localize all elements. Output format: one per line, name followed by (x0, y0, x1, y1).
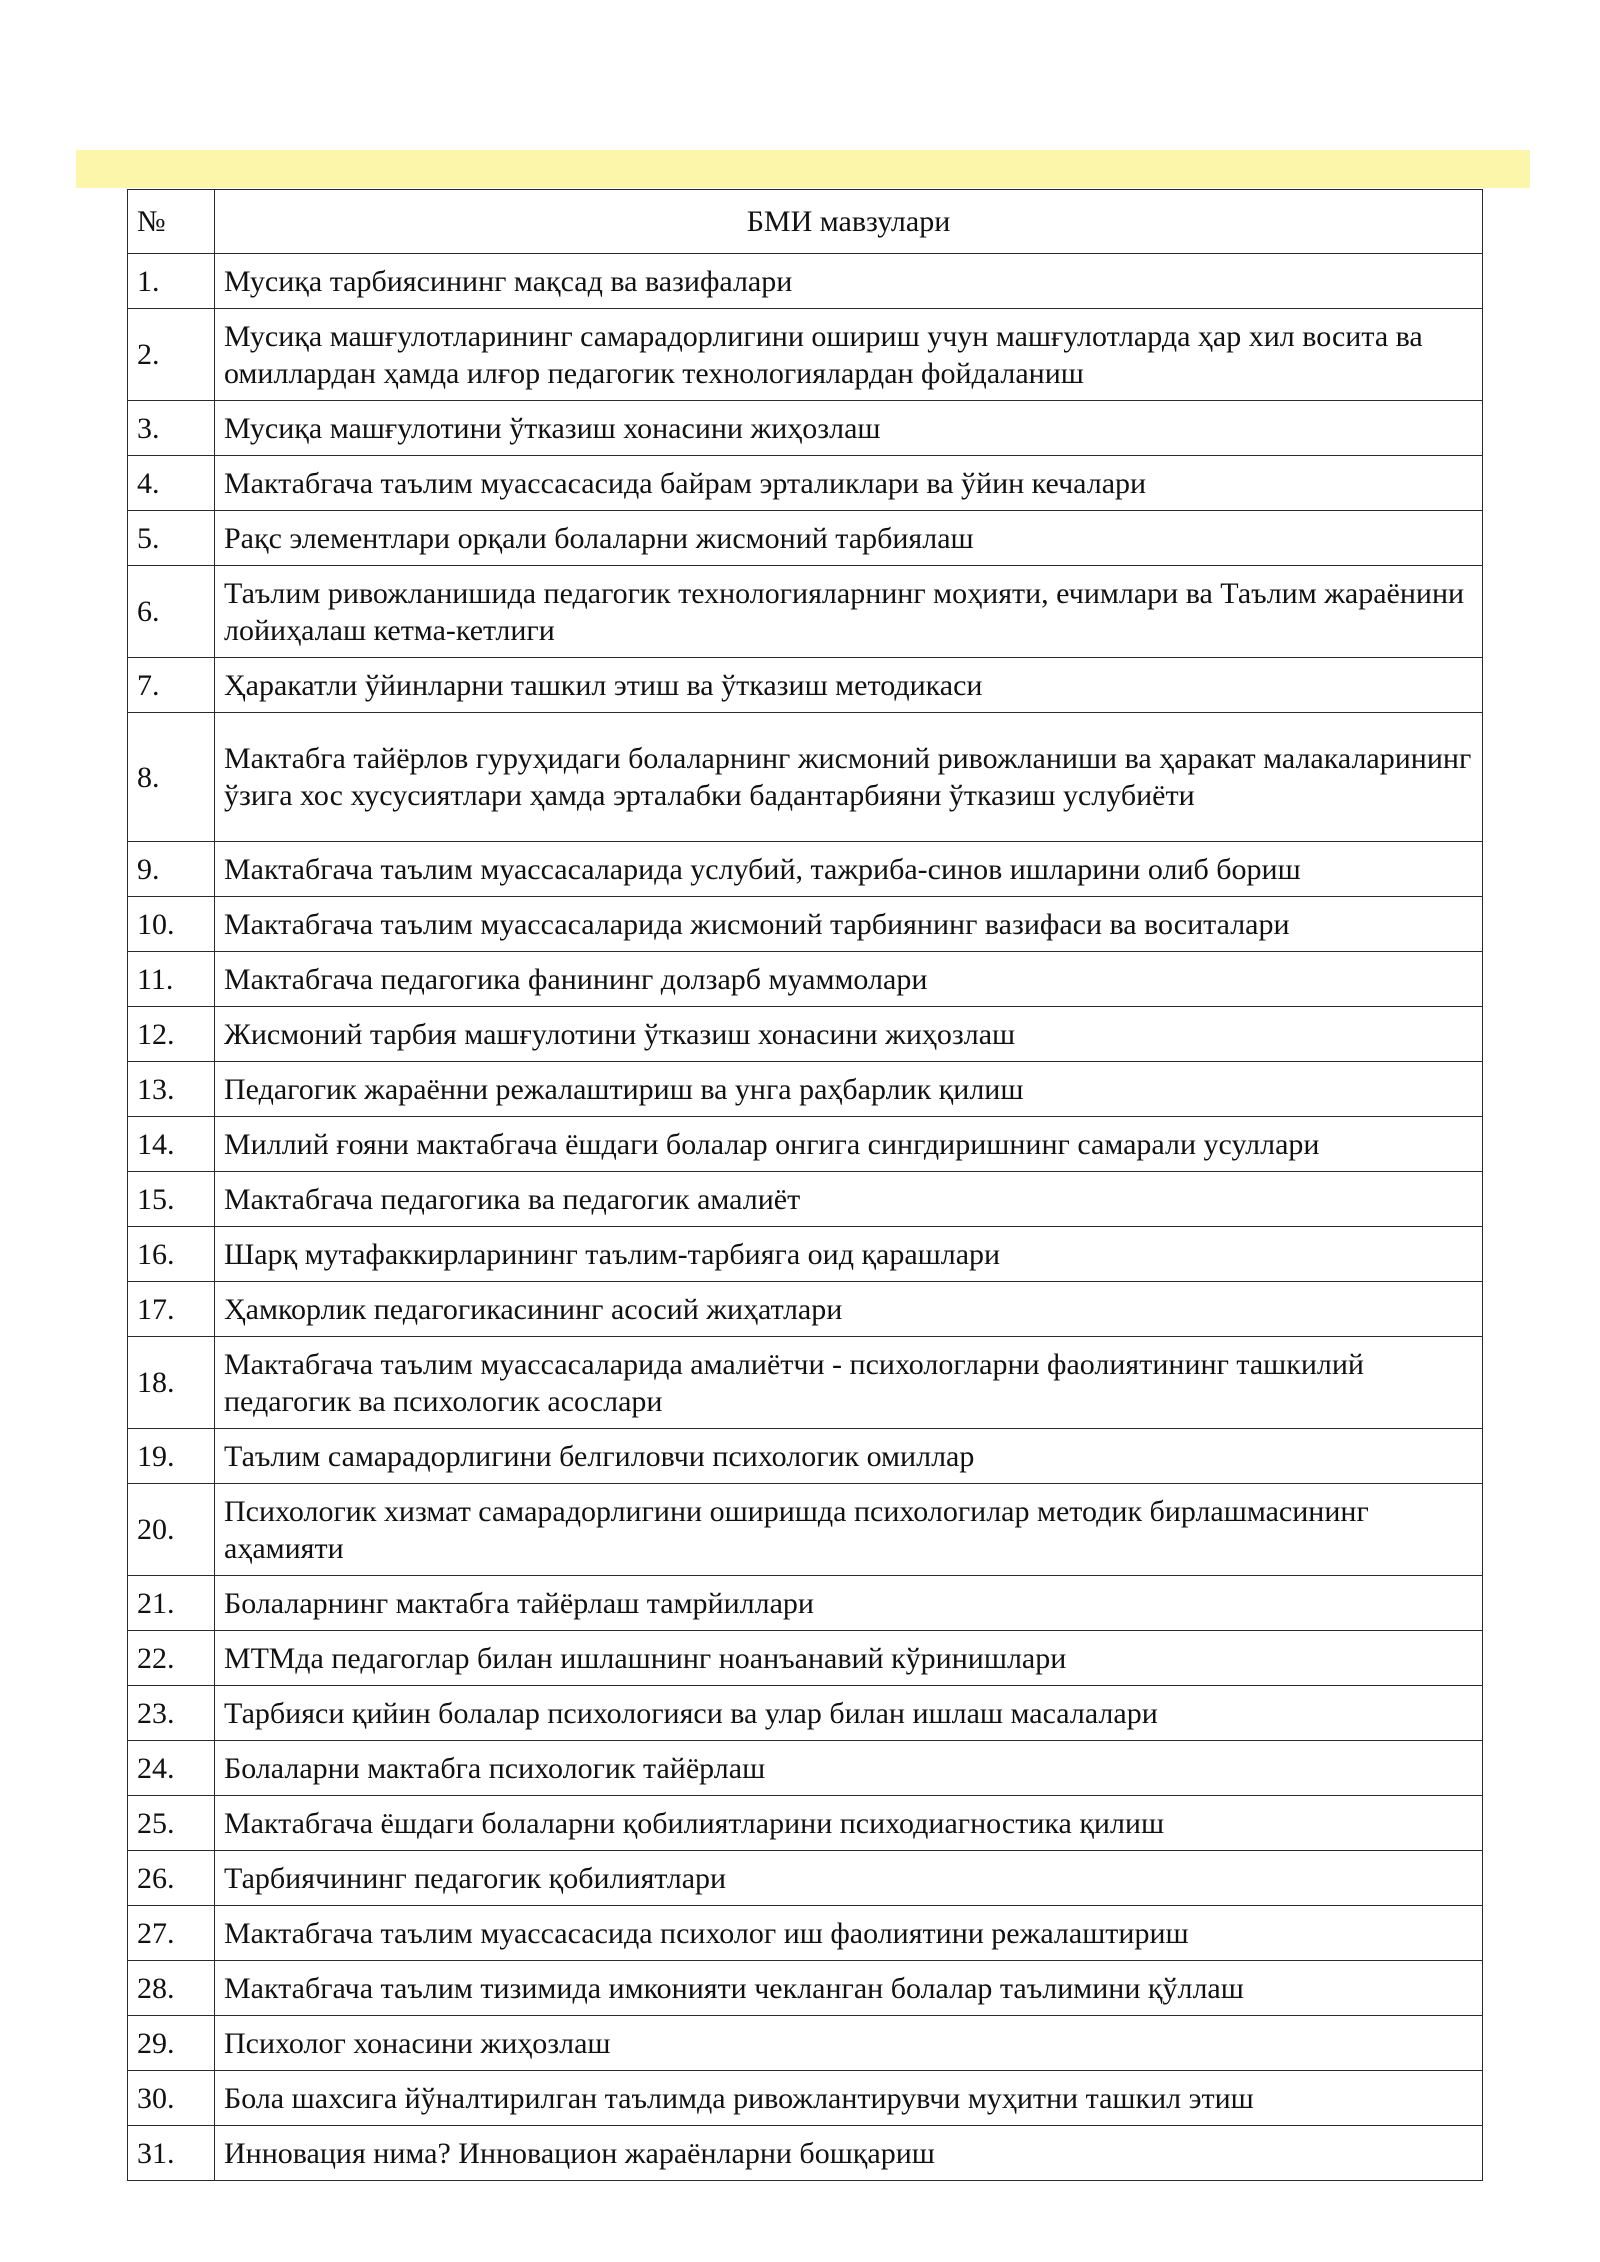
table-row (128, 2126, 1483, 2181)
row-number: 14. (128, 1117, 215, 1172)
table-row (128, 1227, 1483, 1282)
row-title: Мактабгача таълим муассасаларида амалиётчи - психологларни фаолиятининг ташкилий педагогик ва психологик асослари (215, 1337, 1483, 1429)
table-row (128, 456, 1483, 511)
row-number: 19. (128, 1429, 215, 1484)
highlight-band (76, 150, 1530, 188)
table-row (128, 1576, 1483, 1631)
table-row (128, 401, 1483, 456)
row-title: Психологик хизмат самарадорлигини оширишда психологилар методик бирлашмасининг аҳамияти (215, 1484, 1483, 1576)
row-title: Мактабгача таълим тизимида имконияти чекланган болалар таълимини қўллаш (215, 1961, 1483, 2016)
row-number: 6. (128, 566, 215, 658)
table-row (128, 511, 1483, 566)
table-row (128, 309, 1483, 401)
table-row (128, 1007, 1483, 1062)
row-number: 24. (128, 1741, 215, 1796)
row-title: Болаларнинг мактабга тайёрлаш тамрйиллари (215, 1576, 1483, 1631)
table-row (128, 1631, 1483, 1686)
table-row (128, 2071, 1483, 2126)
row-title: Шарқ мутафаккирларининг таълим-тарбияга оид қарашлари (215, 1227, 1483, 1282)
row-number: 11. (128, 952, 215, 1007)
row-number: 1. (128, 254, 215, 309)
row-number: 2. (128, 309, 215, 401)
table-row (128, 1172, 1483, 1227)
row-number: 13. (128, 1062, 215, 1117)
row-title: Миллий ғояни мактабгача ёшдаги болалар онгига сингдиришнинг самарали усуллари (215, 1117, 1483, 1172)
row-number: 16. (128, 1227, 215, 1282)
row-title: Мактабгача таълим муассасасида байрам эрталиклари ва ўйин кечалари (215, 456, 1483, 511)
table-row (128, 1741, 1483, 1796)
row-number: 9. (128, 842, 215, 897)
row-number: 12. (128, 1007, 215, 1062)
row-title: Бола шахсига йўналтирилган таълимда ривожлантирувчи муҳитни ташкил этиш (215, 2071, 1483, 2126)
table-row (128, 1796, 1483, 1851)
row-title: Инновация нима? Инновацион жараёнларни бошқариш (215, 2126, 1483, 2181)
row-title: Мусиқа машғулотларининг самарадорлигини ошириш учун машғулотларда ҳар хил восита ва омиллардан ҳамда илғор педагогик технологиялардан фойдаланиш (215, 309, 1483, 401)
table-row (128, 897, 1483, 952)
row-title: Мактабгача педагогика ва педагогик амалиёт (215, 1172, 1483, 1227)
row-title: МТМда педагоглар билан ишлашнинг ноанъанавий кўринишлари (215, 1631, 1483, 1686)
row-number: 31. (128, 2126, 215, 2181)
row-title: Мусиқа машғулотини ўтказиш хонасини жиҳозлаш (215, 401, 1483, 456)
table-row (128, 1484, 1483, 1576)
row-number: 21. (128, 1576, 215, 1631)
row-number: 3. (128, 401, 215, 456)
table-row (128, 1961, 1483, 2016)
row-title: Таълим ривожланишида педагогик технологияларнинг моҳияти, ечимлари ва Таълим жараёнини лойиҳалаш кетма-кетлиги (215, 566, 1483, 658)
row-title: Ҳамкорлик педагогикасининг асосий жиҳатлари (215, 1282, 1483, 1337)
row-title: Педагогик жараённи режалаштириш ва унга раҳбарлик қилиш (215, 1062, 1483, 1117)
row-title: Жисмоний тарбия машғулотини ўтказиш хонасини жиҳозлаш (215, 1007, 1483, 1062)
header-number-cell: № (128, 190, 215, 254)
row-number: 27. (128, 1906, 215, 1961)
row-number: 25. (128, 1796, 215, 1851)
table-row (128, 254, 1483, 309)
table-row (128, 713, 1483, 842)
table-row (128, 658, 1483, 713)
table-row (128, 566, 1483, 658)
row-number: 4. (128, 456, 215, 511)
row-title: Мактабгача таълим муассасаларида услубий, тажриба-синов ишларини олиб бориш (215, 842, 1483, 897)
row-number: 10. (128, 897, 215, 952)
table-row (128, 1906, 1483, 1961)
row-title: Мактабгача ёшдаги болаларни қобилиятларини психодиагностика қилиш (215, 1796, 1483, 1851)
row-title: Тарбияси қийин болалар психологияси ва улар билан ишлаш масалалари (215, 1686, 1483, 1741)
row-number: 29. (128, 2016, 215, 2071)
row-number: 22. (128, 1631, 215, 1686)
row-title: Таълим самарадорлигини белгиловчи психологик омиллар (215, 1429, 1483, 1484)
row-number: 20. (128, 1484, 215, 1576)
table-row (128, 842, 1483, 897)
row-title: Мактабгача таълим муассасасида психолог иш фаолиятини режалаштириш (215, 1906, 1483, 1961)
row-number: 18. (128, 1337, 215, 1429)
row-number: 23. (128, 1686, 215, 1741)
table-row (128, 1282, 1483, 1337)
table-row (128, 2016, 1483, 2071)
row-title: Рақс элементлари орқали болаларни жисмоний тарбиялаш (215, 511, 1483, 566)
row-number: 26. (128, 1851, 215, 1906)
row-title: Мактабга тайёрлов гуруҳидаги болаларнинг жисмоний ривожланиши ва ҳаракат малакаларининг ўзига хос хусусиятлари ҳамда эрталабки бадантарбияни ўтказиш услубиёти (215, 713, 1483, 842)
table-row (128, 1686, 1483, 1741)
row-title: Мактабгача педагогика фанининг долзарб муаммолари (215, 952, 1483, 1007)
row-number: 7. (128, 658, 215, 713)
header-title-cell: БМИ мавзулари (215, 190, 1483, 254)
table-body (128, 254, 1483, 2181)
table-header (128, 190, 1483, 254)
table-row (128, 1117, 1483, 1172)
table-row (128, 1429, 1483, 1484)
row-title: Болаларни мактабга психологик тайёрлаш (215, 1741, 1483, 1796)
table-row (128, 1337, 1483, 1429)
row-title: Мусиқа тарбиясининг мақсад ва вазифалари (215, 254, 1483, 309)
table-row (128, 952, 1483, 1007)
row-number: 28. (128, 1961, 215, 2016)
topics-table (127, 189, 1483, 2181)
row-title: Тарбиячининг педагогик қобилиятлари (215, 1851, 1483, 1906)
row-number: 5. (128, 511, 215, 566)
table-row (128, 1062, 1483, 1117)
row-number: 15. (128, 1172, 215, 1227)
table-row (128, 1851, 1483, 1906)
row-title: Ҳаракатли ўйинларни ташкил этиш ва ўтказиш методикаси (215, 658, 1483, 713)
row-number: 17. (128, 1282, 215, 1337)
row-title: Мактабгача таълим муассасаларида жисмоний тарбиянинг вазифаси ва воситалари (215, 897, 1483, 952)
row-number: 8. (128, 713, 215, 842)
row-title: Психолог хонасини жиҳозлаш (215, 2016, 1483, 2071)
header-row (128, 190, 1483, 254)
row-number: 30. (128, 2071, 215, 2126)
